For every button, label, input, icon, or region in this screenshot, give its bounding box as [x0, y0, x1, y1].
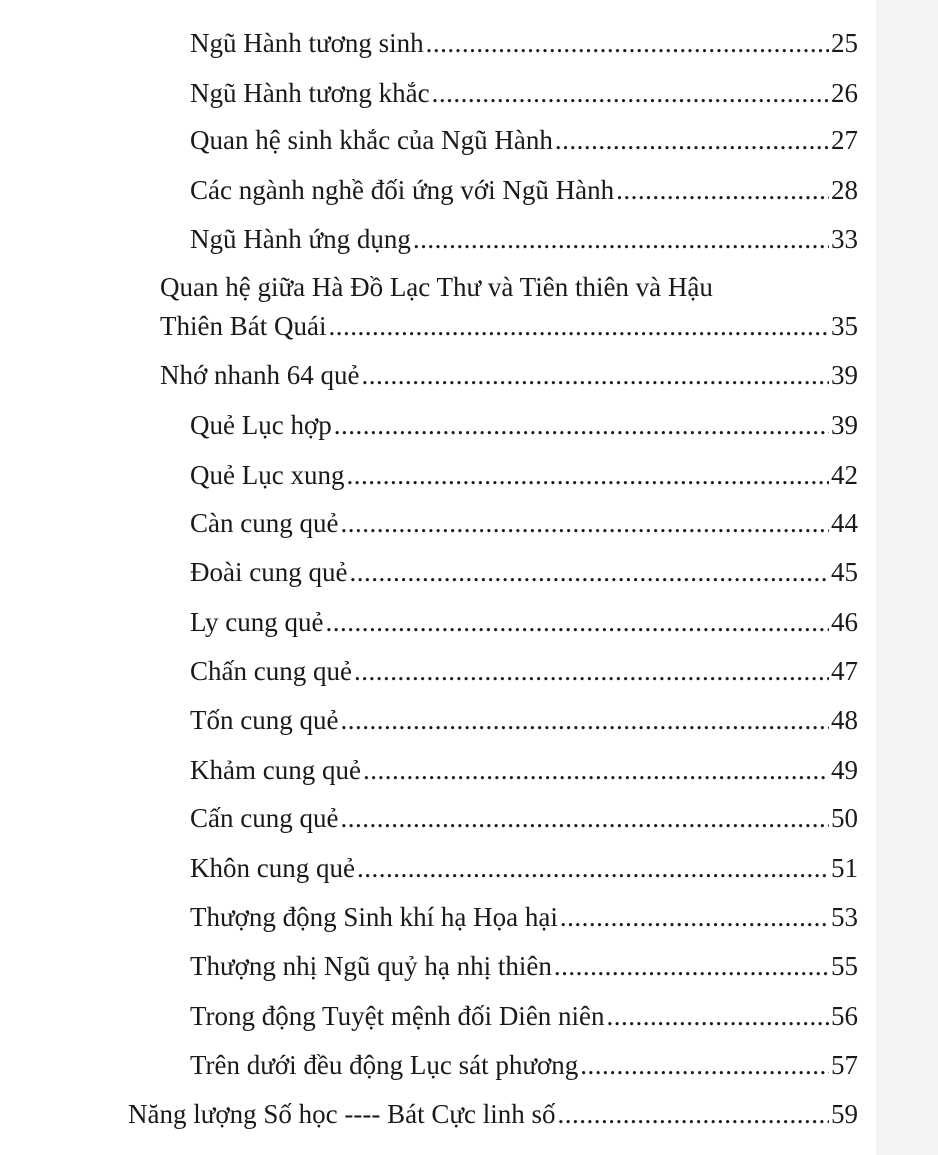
- toc-leader-dots: [558, 1095, 830, 1133]
- toc-leader-dots: [346, 456, 829, 494]
- toc-entry[interactable]: [190, 24, 858, 62]
- toc-entry-title: Năng lượng Số học ---- Bát Cực linh số: [128, 1099, 556, 1129]
- toc-entry-title: Ngũ Hành ứng dụng: [190, 224, 411, 254]
- toc-page-number: 53: [831, 902, 858, 932]
- toc-entry[interactable]: [160, 356, 858, 394]
- toc-leader-dots: [357, 849, 829, 887]
- toc-entry-title-line1[interactable]: Quan hệ giữa Hà Đồ Lạc Thư và Tiên thiên và Hậu: [160, 272, 713, 302]
- toc-page-number: 59: [831, 1099, 858, 1129]
- toc-leader-dots: [413, 220, 829, 258]
- toc-entry[interactable]: [160, 307, 858, 345]
- toc-page-number: 49: [831, 755, 858, 785]
- toc-leader-dots: [580, 1046, 829, 1084]
- toc-leader-dots: [560, 898, 829, 936]
- toc-entry[interactable]: [190, 1046, 858, 1084]
- toc-entry-title: Tốn cung quẻ: [190, 705, 339, 735]
- toc-page-number: 46: [831, 607, 858, 637]
- toc-entry-title: Quẻ Lục xung: [190, 460, 345, 490]
- toc-entry[interactable]: [190, 121, 858, 159]
- toc-entry-title: Càn cung quẻ: [190, 508, 339, 538]
- toc-page-number: 27: [831, 125, 858, 155]
- toc-leader-dots: [340, 504, 829, 542]
- toc-page-number: 33: [831, 224, 858, 254]
- toc-page-number: 50: [831, 803, 858, 833]
- toc-leader-dots: [334, 406, 829, 444]
- toc-entry-title: Cấn cung quẻ: [190, 803, 339, 833]
- toc-leader-dots: [432, 74, 829, 112]
- toc-entry[interactable]: [190, 652, 858, 690]
- toc-entry-title: Ngũ Hành tương khắc: [190, 78, 430, 108]
- toc-entry-title: Nhớ nhanh 64 quẻ: [160, 360, 360, 390]
- toc-leader-dots: [616, 171, 829, 209]
- toc-entry-title: Trong động Tuyệt mệnh đối Diên niên: [190, 1001, 605, 1031]
- toc-page-number: 55: [831, 951, 858, 981]
- toc-leader-dots: [328, 307, 829, 345]
- toc-entry[interactable]: [190, 898, 858, 936]
- toc-entry-title: Chấn cung quẻ: [190, 656, 352, 686]
- toc-leader-dots: [354, 652, 829, 690]
- toc-entry-title: Thượng động Sinh khí hạ Họa hại: [190, 902, 558, 932]
- toc-leader-dots: [340, 799, 829, 837]
- toc-page-number: 45: [831, 557, 858, 587]
- toc-leader-dots: [325, 603, 829, 641]
- toc-page-number: 44: [831, 508, 858, 538]
- toc-entry[interactable]: [190, 553, 858, 591]
- toc-leader-dots: [426, 24, 829, 62]
- toc-entry[interactable]: [190, 849, 858, 887]
- toc-entry-title: Đoài cung quẻ: [190, 557, 348, 587]
- toc-entry[interactable]: [190, 701, 858, 739]
- toc-leader-dots: [362, 356, 830, 394]
- toc-entry-title: Ly cung quẻ: [190, 607, 324, 637]
- toc-entry[interactable]: [128, 1095, 858, 1133]
- toc-page-number: 57: [831, 1050, 858, 1080]
- toc-page-number: 39: [831, 360, 858, 390]
- toc-entry-title: Quan hệ sinh khắc của Ngũ Hành: [190, 125, 553, 155]
- toc-entry[interactable]: [190, 406, 858, 444]
- toc-leader-dots: [349, 553, 829, 591]
- toc-entry-title: Các ngành nghề đối ứng với Ngũ Hành: [190, 175, 615, 205]
- toc-leader-dots: [363, 751, 829, 789]
- toc-entry[interactable]: [190, 947, 858, 985]
- toc-entry[interactable]: [190, 171, 858, 209]
- toc-leader-dots: [340, 701, 829, 739]
- toc-leader-dots: [607, 997, 829, 1035]
- toc-entry-title: Thượng nhị Ngũ quỷ hạ nhị thiên: [190, 951, 552, 981]
- toc-entry-title: Thiên Bát Quái: [160, 311, 327, 341]
- toc-entry[interactable]: [190, 799, 858, 837]
- toc-entry[interactable]: [190, 751, 858, 789]
- toc-page-number: 56: [831, 1001, 858, 1031]
- toc-entry[interactable]: [190, 220, 858, 258]
- toc-entry[interactable]: [190, 456, 858, 494]
- toc-leader-dots: [555, 121, 829, 159]
- page-margin: [876, 0, 938, 1155]
- toc-page-number: 26: [831, 78, 858, 108]
- toc-entry-title: Quẻ Lục hợp: [190, 410, 332, 440]
- toc-entry[interactable]: [190, 504, 858, 542]
- toc-page-number: 48: [831, 705, 858, 735]
- toc-page-number: 47: [831, 656, 858, 686]
- toc-entry-title: Ngũ Hành tương sinh: [190, 28, 424, 58]
- toc-entry-title: Khảm cung quẻ: [190, 755, 361, 785]
- toc-entry[interactable]: [190, 997, 858, 1035]
- toc-page-number: 25: [831, 28, 858, 58]
- toc-page-number: 39: [831, 410, 858, 440]
- toc-entry[interactable]: [190, 603, 858, 641]
- toc-entry-title: Khôn cung quẻ: [190, 853, 355, 883]
- toc-page-number: 51: [831, 853, 858, 883]
- toc-entry[interactable]: [190, 74, 858, 112]
- toc-page-number: 42: [831, 460, 858, 490]
- toc-page-number: 28: [831, 175, 858, 205]
- toc-entry-title: Trên dưới đều động Lục sát phương: [190, 1050, 579, 1080]
- toc-page-number: 35: [831, 311, 858, 341]
- toc-leader-dots: [554, 947, 829, 985]
